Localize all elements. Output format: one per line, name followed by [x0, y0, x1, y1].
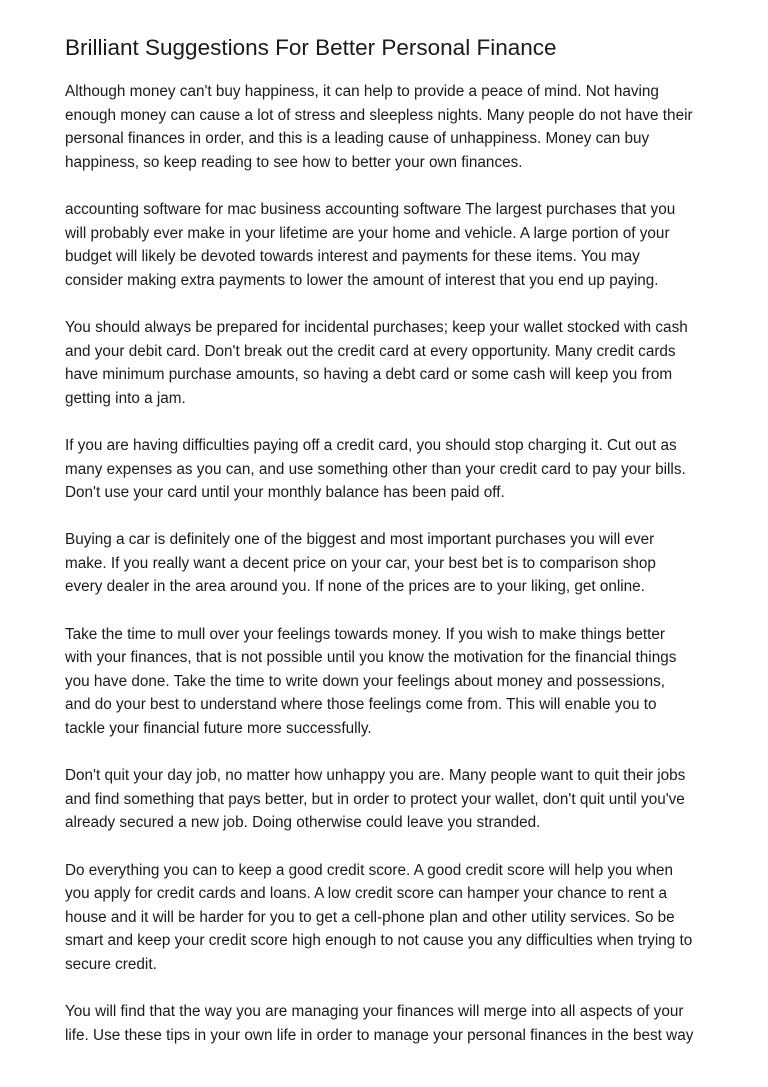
text-line: and your debit card. Don't break out the credit card at every opportunity. Many credit cards [65, 342, 676, 360]
text-line: Don't use your card until your monthly balance has been paid off. [65, 484, 505, 502]
text-line: consider making extra payments to lower the amount of interest that you end up paying. [65, 271, 659, 289]
text-line: personal finances in order, and this is a leading cause of unhappiness. Money can buy [65, 130, 650, 148]
text-line: house and it will be harder for you to get a cell-phone plan and other utility services. So be [65, 908, 675, 926]
text-line: will probably ever make in your lifetime are your home and vehicle. A large portion of your [65, 224, 670, 242]
text-line: If you are having difficulties paying off a credit card, you should stop charging it. Cut out as [65, 436, 677, 454]
text-line: accounting software for mac business accounting software The largest purchases that you [65, 200, 676, 218]
text-line: enough money can cause a lot of stress and sleepless nights. Many people do not have their [65, 106, 693, 124]
paragraph [65, 80, 705, 174]
text-line: You should always be prepared for incidental purchases; keep your wallet stocked with cash [65, 318, 688, 336]
text-line: life. Use these tips in your own life in order to manage your personal finances in the best way [65, 1026, 694, 1044]
text-line: smart and keep your credit score high enough to not cause you any difficulties when trying to [65, 932, 693, 950]
text-line: already secured a new job. Doing otherwise could leave you stranded. [65, 814, 541, 832]
text-line: and find something that pays better, but in order to protect your wallet, don't quit until you've [65, 790, 685, 808]
text-line: You will find that the way you are managing your finances will merge into all aspects of your [65, 1003, 684, 1021]
text-line: tackle your financial future more successfully. [65, 720, 372, 738]
text-line: budget will likely be devoted towards interest and payments for these items. You may [65, 248, 640, 266]
text-line: secure credit. [65, 955, 157, 973]
paragraph [65, 859, 705, 977]
paragraph [65, 1000, 705, 1047]
text-line: Do everything you can to keep a good credit score. A good credit score will help you when [65, 861, 673, 879]
paragraph [65, 764, 705, 835]
text-line: many expenses as you can, and use something other than your credit card to pay your bills. [65, 460, 686, 478]
document-page [65, 34, 705, 1071]
page-title: Brilliant Suggestions For Better Personal Finance [65, 35, 557, 60]
text-line: happiness, so keep reading to see how to better your own finances. [65, 153, 523, 171]
paragraph [65, 316, 705, 410]
paragraph [65, 623, 705, 741]
paragraph [65, 434, 705, 505]
text-line: with your finances, that is not possible until you know the motivation for the financial things [65, 649, 677, 667]
text-line: Although money can't buy happiness, it can help to provide a peace of mind. Not having [65, 83, 659, 100]
text-line: make. If you really want a decent price on your car, your best bet is to comparison shop [65, 554, 656, 572]
text-line: getting into a jam. [65, 389, 186, 407]
paragraph [65, 198, 705, 292]
text-line: you apply for credit cards and loans. A low credit score can hamper your chance to rent a [65, 885, 668, 903]
text-line: every dealer in the area around you. If none of the prices are to your liking, get online. [65, 578, 645, 596]
text-line: Don't quit your day job, no matter how unhappy you are. Many people want to quit their jobs [65, 767, 686, 785]
text-line: Take the time to mull over your feelings towards money. If you wish to make things better [65, 625, 665, 643]
text-line: and do your best to understand where those feelings come from. This will enable you to [65, 696, 657, 714]
text-line: have minimum purchase amounts, so having a debt card or some cash will keep you from [65, 366, 673, 384]
text-line: Buying a car is definitely one of the biggest and most important purchases you will ever [65, 531, 655, 549]
document-body [65, 80, 705, 1047]
paragraph [65, 528, 705, 599]
text-line: you have done. Take the time to write down your feelings about money and possessions, [65, 672, 666, 690]
